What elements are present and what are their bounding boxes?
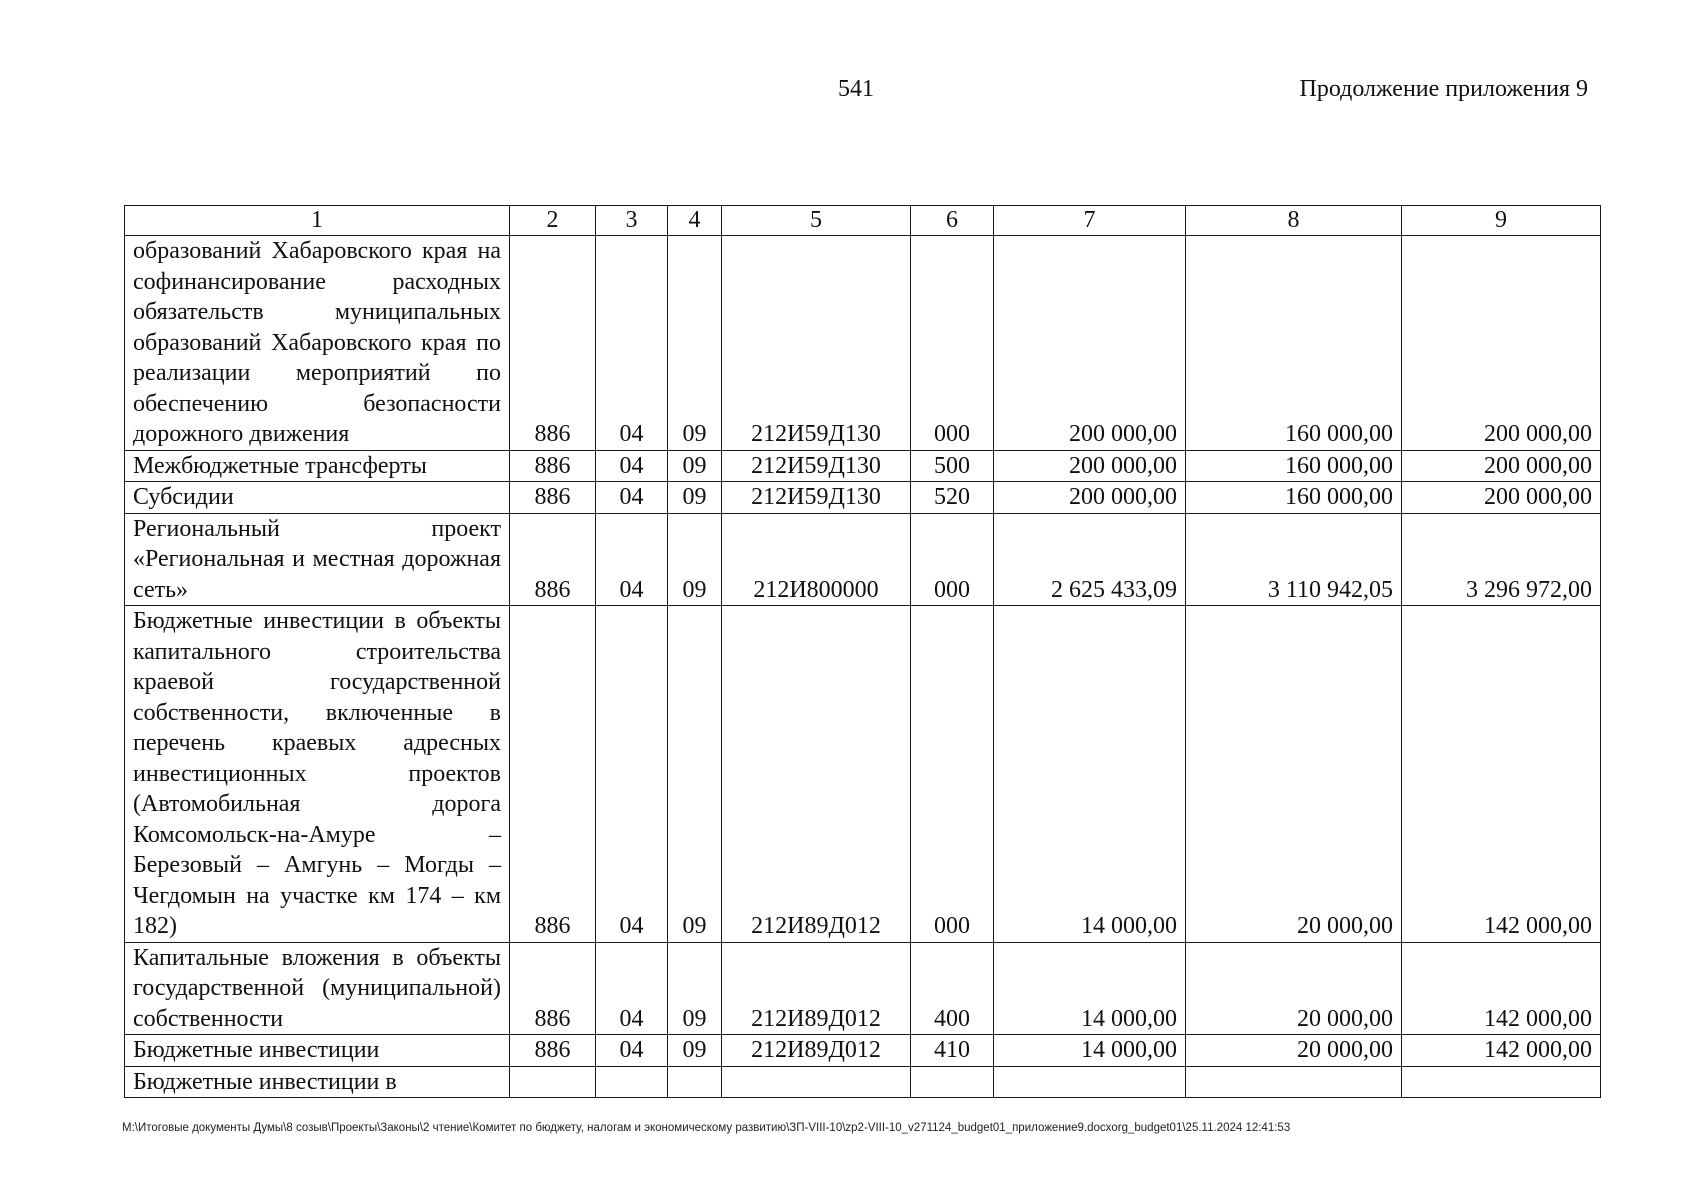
item-name: Капитальные вложения в объекты государственной (муниципальной) собственности <box>125 942 510 1035</box>
amount-col7: 14 000,00 <box>994 606 1186 943</box>
amount-col7: 14 000,00 <box>994 1035 1186 1067</box>
target-article-code: 212И89Д012 <box>722 606 911 943</box>
ministry-code: 886 <box>510 482 596 514</box>
column-header: 2 <box>510 206 596 236</box>
ministry-code: 886 <box>510 513 596 606</box>
amount-col8: 3 110 942,05 <box>1186 513 1402 606</box>
ministry-code: 886 <box>510 606 596 943</box>
table-row <box>125 482 1601 514</box>
table-row <box>125 606 1601 943</box>
column-header: 3 <box>596 206 668 236</box>
item-name: Бюджетные инвестиции <box>125 1035 510 1067</box>
amount-col9: 142 000,00 <box>1402 606 1601 943</box>
amount-col9: 3 296 972,00 <box>1402 513 1601 606</box>
table-row <box>125 513 1601 606</box>
column-header: 1 <box>125 206 510 236</box>
item-name: образований Хабаровского края на софинансирование расходных обязательств муниципальных образований Хабаровского края по реализации мероприятий по обеспечению безопасности дорожного движения <box>125 236 510 451</box>
amount-col8: 20 000,00 <box>1186 1035 1402 1067</box>
section-code: 04 <box>596 236 668 451</box>
amount-col9: 200 000,00 <box>1402 236 1601 451</box>
expense-type-code: 000 <box>911 606 994 943</box>
item-name: Региональный проект «Региональная и местная дорожная сеть» <box>125 513 510 606</box>
subsection-code: 09 <box>668 1035 722 1067</box>
item-name: Бюджетные инвестиции в <box>125 1066 510 1098</box>
amount-col8: 160 000,00 <box>1186 236 1402 451</box>
target-article-code: 212И59Д130 <box>722 236 911 451</box>
page-number: 541 <box>838 76 874 102</box>
column-header: 4 <box>668 206 722 236</box>
table-row <box>125 942 1601 1035</box>
subsection-code: 09 <box>668 236 722 451</box>
amount-col7: 200 000,00 <box>994 482 1186 514</box>
section-code: 04 <box>596 606 668 943</box>
amount-col7: 200 000,00 <box>994 236 1186 451</box>
subsection-code: 09 <box>668 482 722 514</box>
item-name: Межбюджетные трансферты <box>125 450 510 482</box>
item-name: Бюджетные инвестиции в объекты капитального строительства краевой государственной собственности, включенные в перечень краевых адресных инвестиционных проектов (Автомобильная дорога Комсомольск-на-Амуре – Березовый – Амгунь – Могды – Чегдомын на участке км 174 – км 182) <box>125 606 510 943</box>
amount-col9: 200 000,00 <box>1402 482 1601 514</box>
expense-type-code <box>911 1066 994 1098</box>
amount-col8: 20 000,00 <box>1186 942 1402 1035</box>
ministry-code: 886 <box>510 450 596 482</box>
table-row <box>125 1066 1601 1098</box>
budget-table <box>124 205 1601 1098</box>
amount-col8 <box>1186 1066 1402 1098</box>
amount-col9 <box>1402 1066 1601 1098</box>
subsection-code: 09 <box>668 513 722 606</box>
expense-type-code: 520 <box>911 482 994 514</box>
subsection-code: 09 <box>668 450 722 482</box>
appendix-continuation-label: Продолжение приложения 9 <box>1299 76 1588 102</box>
column-header: 8 <box>1186 206 1402 236</box>
table-row <box>125 1035 1601 1067</box>
column-header: 9 <box>1402 206 1601 236</box>
amount-col9: 142 000,00 <box>1402 1035 1601 1067</box>
column-header: 6 <box>911 206 994 236</box>
section-code <box>596 1066 668 1098</box>
amount-col9: 200 000,00 <box>1402 450 1601 482</box>
ministry-code: 886 <box>510 942 596 1035</box>
target-article-code: 212И59Д130 <box>722 450 911 482</box>
amount-col7: 200 000,00 <box>994 450 1186 482</box>
section-code: 04 <box>596 482 668 514</box>
amount-col8: 160 000,00 <box>1186 482 1402 514</box>
column-header: 5 <box>722 206 911 236</box>
target-article-code <box>722 1066 911 1098</box>
column-number-row <box>125 206 1601 236</box>
expense-type-code: 400 <box>911 942 994 1035</box>
amount-col8: 20 000,00 <box>1186 606 1402 943</box>
ministry-code: 886 <box>510 1035 596 1067</box>
document-file-path: M:\Итоговые документы Думы\8 созыв\Проекты\Законы\2 чтение\Комитет по бюджету, налогам и экономическому развитию\ЗП-VIII-10\zp2-VIII-10_v271124_budget01_приложение9.docxorg_budget01\25.11.2024 12:41:53 <box>122 1122 1291 1134</box>
ministry-code <box>510 1066 596 1098</box>
section-code: 04 <box>596 942 668 1035</box>
amount-col7: 14 000,00 <box>994 942 1186 1035</box>
amount-col7: 2 625 433,09 <box>994 513 1186 606</box>
section-code: 04 <box>596 513 668 606</box>
expense-type-code: 500 <box>911 450 994 482</box>
subsection-code <box>668 1066 722 1098</box>
expense-type-code: 000 <box>911 513 994 606</box>
target-article-code: 212И89Д012 <box>722 942 911 1035</box>
table-row <box>125 450 1601 482</box>
amount-col9: 142 000,00 <box>1402 942 1601 1035</box>
column-header: 7 <box>994 206 1186 236</box>
amount-col8: 160 000,00 <box>1186 450 1402 482</box>
ministry-code: 886 <box>510 236 596 451</box>
expense-type-code: 410 <box>911 1035 994 1067</box>
section-code: 04 <box>596 1035 668 1067</box>
target-article-code: 212И89Д012 <box>722 1035 911 1067</box>
expense-type-code: 000 <box>911 236 994 451</box>
target-article-code: 212И59Д130 <box>722 482 911 514</box>
table-row <box>125 236 1601 451</box>
section-code: 04 <box>596 450 668 482</box>
subsection-code: 09 <box>668 942 722 1035</box>
subsection-code: 09 <box>668 606 722 943</box>
item-name: Субсидии <box>125 482 510 514</box>
target-article-code: 212И800000 <box>722 513 911 606</box>
amount-col7 <box>994 1066 1186 1098</box>
